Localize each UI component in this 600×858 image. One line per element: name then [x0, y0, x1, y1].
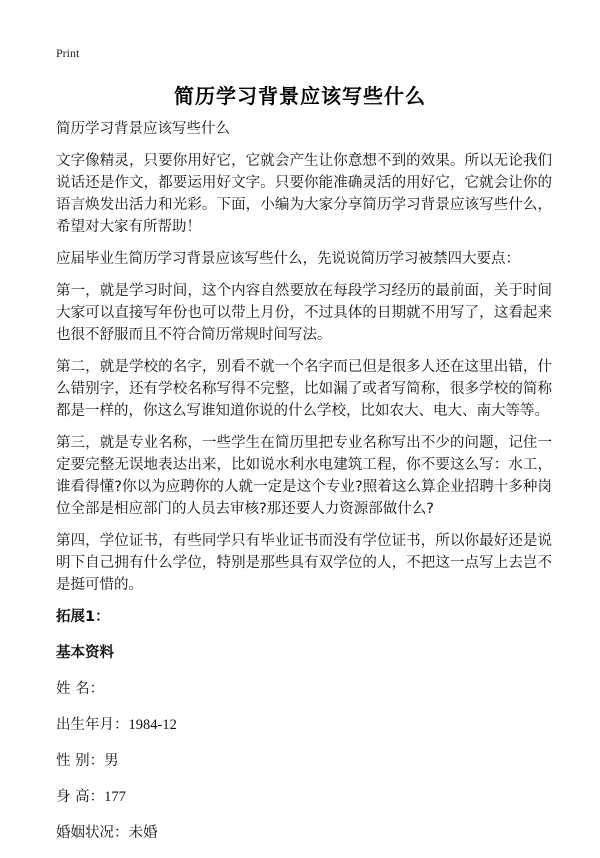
- extension-heading: 拓展1：: [56, 609, 110, 625]
- info-value: 177: [104, 789, 126, 805]
- info-row-name: [56, 678, 552, 700]
- info-label: 婚姻状况：: [56, 825, 129, 841]
- paragraph-point-3: 第三，就是专业名称，一些学生在简历里把专业名称写出不少的问题，记住一定要完整无误地表达出来，比如说水利水电建筑工程，你不要这么写：水工，谁看得懂?你以为应聘你的人就一定是这个专业?照着这么算企业招聘十多种岗位全部是相应部门的人员去审核?那还要人力资源部做什么?: [56, 435, 552, 517]
- paragraph-point-2: 第二，就是学校的名字，别看不就一个名字而已但是很多人还在这里出错，什么错别字，还有学校名称写得不完整，比如漏了或者写简称，很多学校的简称都是一样的，你这么写谁知道你说的什么学校，比如农大、电大、南大等等。: [56, 359, 552, 419]
- paragraph-summary: 应届毕业生简历学习背景应该写些什么，先说说简历学习被禁四大要点：: [56, 251, 520, 267]
- print-label: Print: [56, 46, 80, 60]
- paragraph-point-1: 第一，就是学习时间，这个内容自然要放在每段学习经历的最前面，关于时间大家可以直接写年份也可以带上月份，不过具体的日期就不用写了，这看起来也很不舒服而且不符合简历常规时间写法。: [56, 283, 552, 343]
- page-title: 简历学习背景应该写些什么: [174, 84, 426, 108]
- info-row-birth: [56, 714, 552, 736]
- info-value: 男: [104, 753, 119, 769]
- info-row-marital-status: [56, 822, 552, 844]
- paragraph-point-4: 第四，学位证书，有些同学只有毕业证书而没有学位证书，所以你最好还是说明下自己拥有什么学位，特别是那些具有双学位的人，不把这一点写上去岂不是挺可惜的。: [56, 533, 552, 593]
- info-label: 出生年月：: [56, 717, 129, 733]
- basic-info-heading: 基本资料: [56, 645, 114, 661]
- paragraph-intro: 文字像精灵，只要你用好它，它就会产生让你意想不到的效果。所以无论我们说话还是作文，都要运用好文字。只要你能准确灵活的用好它，它就会让你的语言焕发出活力和光彩。下面，小编为大家分享简历学习背景应该写些什么，希望对大家有所帮助！: [56, 153, 552, 235]
- info-row-gender: [56, 750, 552, 772]
- info-label: 姓 名：: [56, 681, 105, 697]
- info-value: 1984-12: [128, 717, 177, 733]
- document-subtitle: 简历学习背景应该写些什么: [56, 121, 230, 137]
- info-label: 身 高：: [56, 789, 105, 805]
- info-value: 未婚: [128, 825, 158, 841]
- info-label: 性 别：: [56, 753, 105, 769]
- info-row-height: [56, 786, 552, 808]
- document-content: [56, 118, 552, 858]
